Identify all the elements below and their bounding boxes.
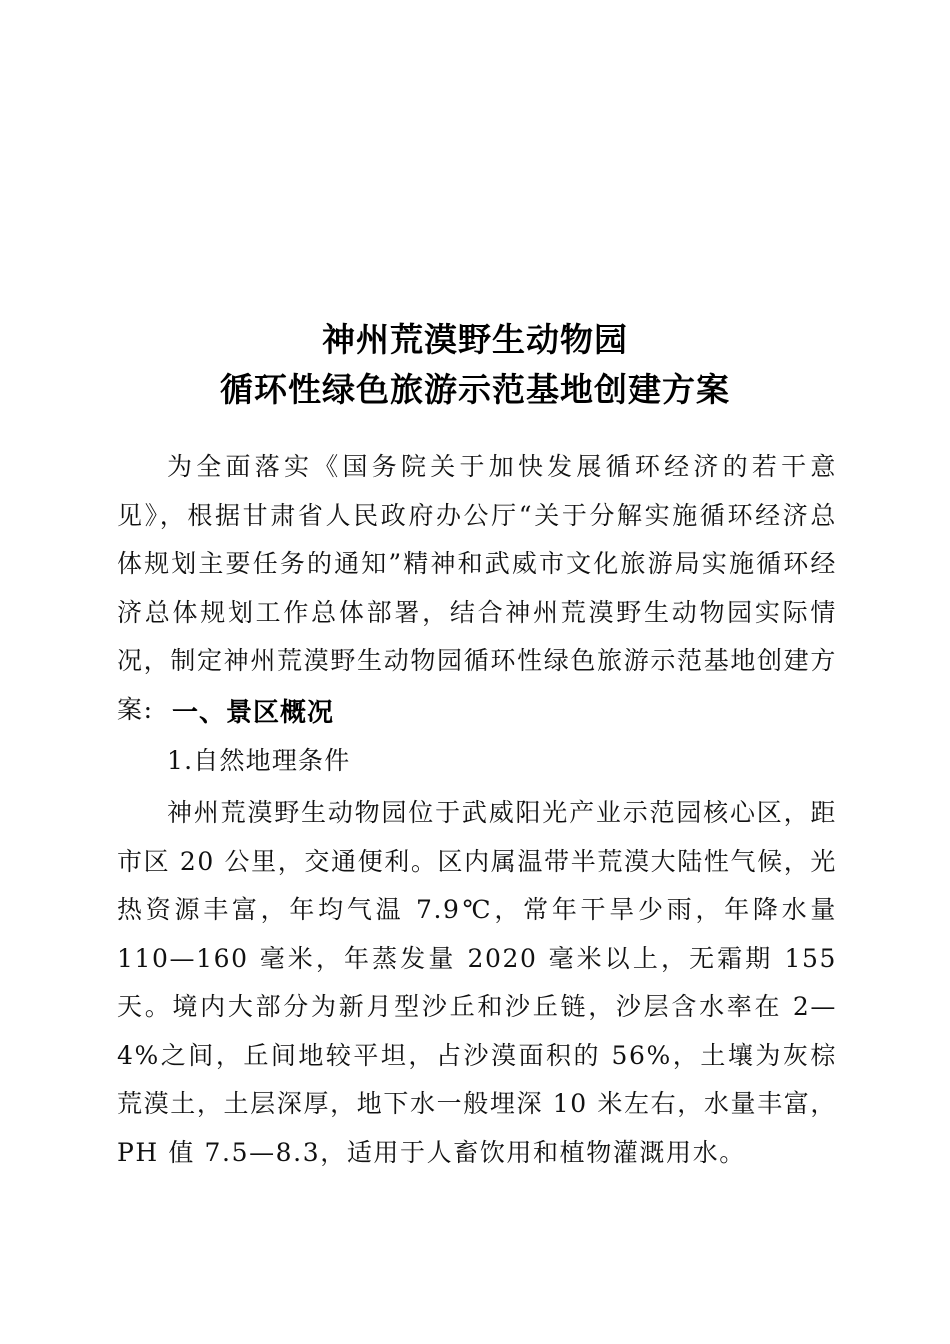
document-title-line-1: 神州荒漠野生动物园: [322, 320, 628, 359]
document-title-line-2: 循环性绿色旅游示范基地创建方案: [220, 370, 730, 409]
section-heading-overview: 一、景区概况: [172, 698, 335, 728]
intro-paragraph: 为全面落实《国务院关于加快发展循环经济的若干意见》，根据甘肃省人民政府办公厅“关于分解实施循环经济总体规划主要任务的通知”精神和武威市文化旅游局实施循环经济总体规划工作总体部署，结合神州荒漠野生动物园实际情况，制定神州荒漠野生动物园循环性绿色旅游示范基地创建方案:: [117, 452, 837, 724]
subsection-heading-natural-conditions: 1.自然地理条件: [167, 746, 351, 775]
natural-conditions-paragraph: 神州荒漠野生动物园位于武威阳光产业示范园核心区，距市区 20 公里，交通便利。区内属温带半荒漠大陆性气候，光热资源丰富，年均气温 7.9℃，常年干旱少雨，年降水量 110—160 毫米，年蒸发量 2020 毫米以上，无霜期 155 天。境内大部分为新月型沙丘和沙丘链，沙层含水率在 2—4%之间，丘间地较平坦，占沙漠面积的 56%，土壤为灰棕荒漠土，土层深厚，地下水一般埋深 10 米左右，水量丰富，PH 值 7.5—8.3，适用于人畜饮用和植物灌溉用水。: [117, 798, 837, 1167]
